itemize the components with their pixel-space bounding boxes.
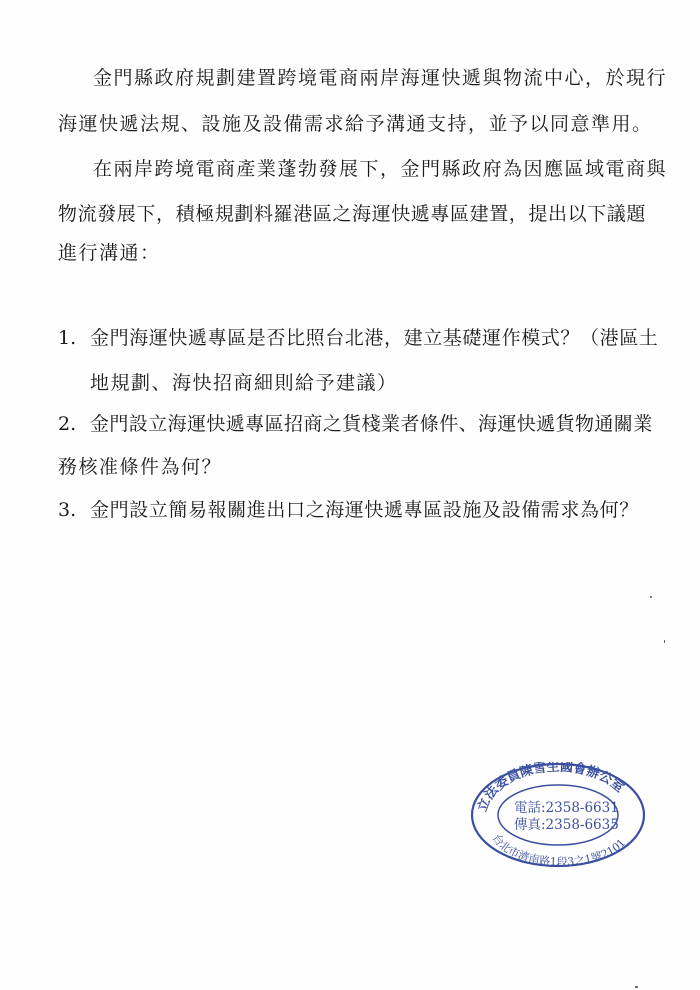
seal-address-text: 台北市濟南路1段3之1號2101 xyxy=(489,831,629,868)
paragraph-1-line-1: 金門縣政府規劃建置跨境電商兩岸海運快遞與物流中心，於現行 xyxy=(93,67,668,89)
paragraph-1-line-2: 海運快遞法規、設施及設備需求給予溝通支持，並予以同意準用。 xyxy=(58,113,653,135)
seal-phone-text: 電話:2358-6631 xyxy=(514,800,619,816)
issue-3-line-1: 金門設立簡易報關進出口之海運快遞專區設施及設備需求為何？ xyxy=(90,499,639,521)
issue-1-number: 1. xyxy=(58,327,77,349)
office-seal-stamp xyxy=(470,762,646,868)
paragraph-2-line-2: 物流發展下，積極規劃料羅港區之海運快遞專區建置，提出以下議題 xyxy=(58,203,647,225)
scan-speck xyxy=(650,596,652,598)
issue-2-line-2: 務核准條件為何？ xyxy=(58,456,223,478)
paragraph-2-line-3: 進行溝通： xyxy=(58,242,161,264)
seal-graphic xyxy=(470,762,646,868)
seal-ring-text: 立法委員陳雪生國會辦公室 xyxy=(475,762,627,814)
issue-1-line-2: 地規劃、海快招商細則給予建議） xyxy=(90,372,398,394)
paragraph-2-line-1: 在兩岸跨境電商產業蓬勃發展下，金門縣政府為因應區域電商與 xyxy=(93,158,668,180)
seal-fax-text: 傳真:2358-6635 xyxy=(514,817,619,833)
issue-1-line-1: 金門海運快遞專區是否比照台北港，建立基礎運作模式？（港區土 xyxy=(90,327,659,349)
issue-3-number: 3. xyxy=(58,499,77,521)
issue-2-line-1: 金門設立海運快遞專區招商之貨棧業者條件、海運快遞貨物通關業 xyxy=(90,413,653,435)
scan-speck xyxy=(635,986,638,988)
scan-speck xyxy=(664,640,665,643)
issue-2-number: 2. xyxy=(58,413,77,435)
